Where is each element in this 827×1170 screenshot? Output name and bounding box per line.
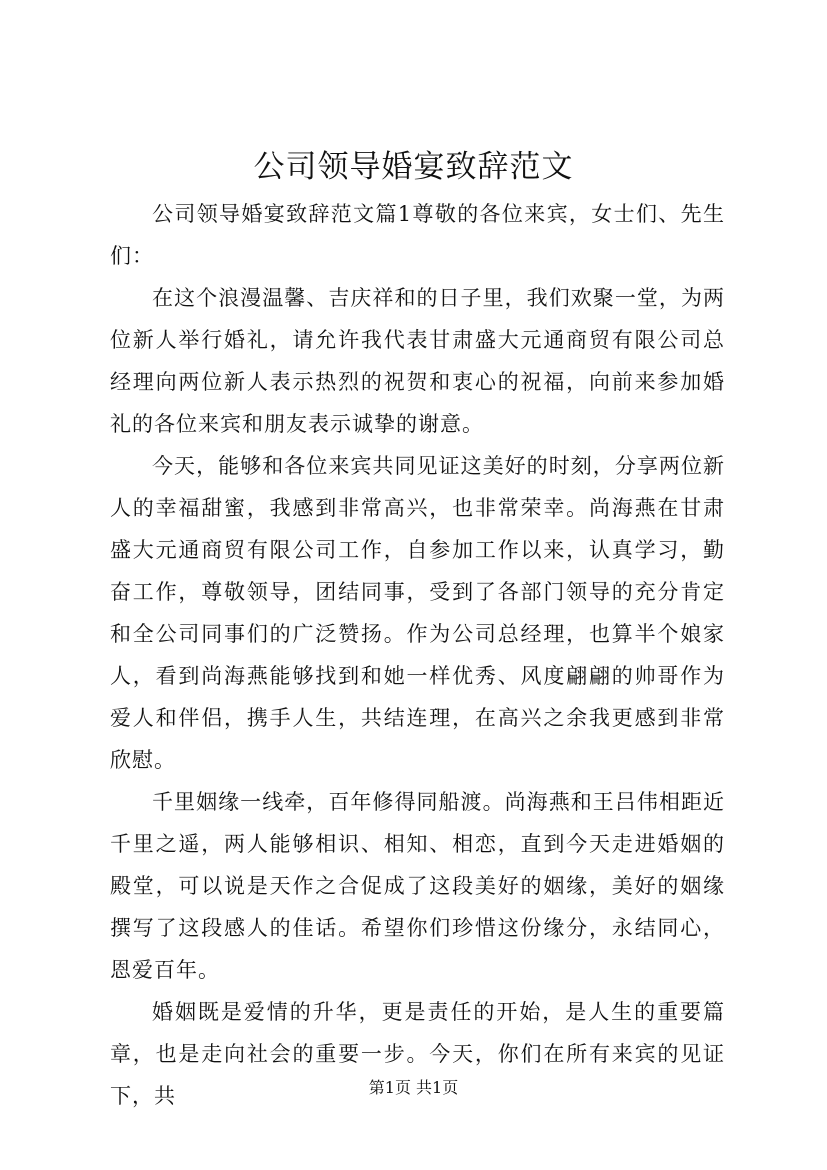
document-body xyxy=(110,193,725,1117)
document-title: 公司领导婚宴致辞范文 xyxy=(253,149,574,185)
paragraph-3: 今天，能够和各位来宾共同见证这美好的时刻，分享两位新人的幸福甜蜜，我感到非常高兴，也非常荣幸。尚海燕在甘肃盛大元通商贸有限公司工作，自参加工作以来，认真学习，勤奋工作，尊敬领导，团结同事，受到了各部门领导的充分肯定和全公司同事们的广泛赞扬。作为公司总经理，也算半个娘家人，看到尚海燕能够找到和她一样优秀、风度翩翩的帅哥作为爱人和伴侣，携手人生，共结连理，在高兴之余我更感到非常欣慰。 xyxy=(110,454,725,772)
paragraph-2: 在这个浪漫温馨、吉庆祥和的日子里，我们欢聚一堂，为两位新人举行婚礼，请允许我代表甘肃盛大元通商贸有限公司总经理向两位新人表示热烈的祝贺和衷心的祝福，向前来参加婚礼的各位来宾和朋友表示诚挚的谢意。 xyxy=(110,286,725,436)
paragraph-5: 婚姻既是爱情的升华，更是责任的开始，是人生的重要篇章，也是走向社会的重要一步。今天，你们在所有来宾的见证下，共 xyxy=(110,1000,725,1108)
paragraph-4: 千里姻缘一线牵，百年修得同船渡。尚海燕和王吕伟相距近千里之遥，两人能够相识、相知、相恋，直到今天走进婚姻的殿堂，可以说是天作之合促成了这段美好的姻缘，美好的姻缘撰写了这段感人的佳话。希望你们珍惜这份缘分，永结同心，恩爱百年。 xyxy=(110,790,725,982)
page-footer: 第1页 共1页 xyxy=(368,1078,459,1097)
paragraph-1: 公司领导婚宴致辞范文篇1尊敬的各位来宾，女士们、先生们： xyxy=(110,202,725,268)
